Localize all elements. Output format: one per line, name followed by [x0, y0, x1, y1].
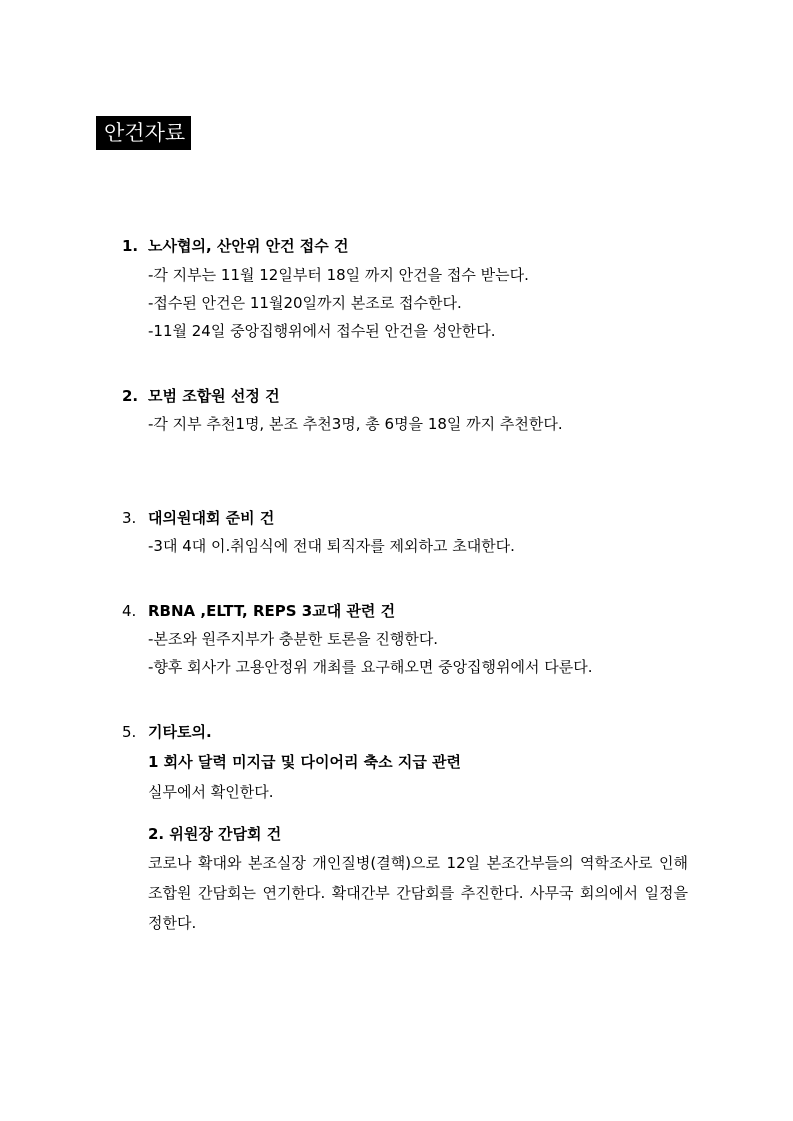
item-4-heading: RBNA ,ELTT, REPS 3교대 관련 건	[148, 602, 396, 620]
item-1-number: 1.	[122, 237, 139, 255]
item-1-heading: 노사협의, 산안위 안건 접수 건	[148, 237, 349, 255]
item-2-number: 2.	[122, 387, 139, 405]
item-5-sub-2-text: 코로나 확대와 본조실장 개인질병(결핵)으로 12일 본조간부들의 역학조사로 인해 조합원 간담회는 연기한다. 확대간부 간담회를 추진한다. 사무국 회의에서 일정을 정한다.	[148, 854, 688, 932]
item-4-number: 4.	[122, 602, 137, 620]
item-5-sub-2-heading: 2. 위원장 간담회 건	[148, 825, 282, 843]
item-5-number: 5.	[122, 723, 137, 741]
item-3-line-1: -3대 4대 이.취임식에 전대 퇴직자를 제외하고 초대한다.	[148, 537, 515, 555]
item-5-sub-1-heading: 1 회사 달력 미지급 및 다이어리 축소 지급 관련	[148, 753, 462, 771]
item-2-heading: 모범 조합원 선정 건	[148, 387, 280, 405]
item-5-heading: 기타토의.	[148, 723, 212, 741]
item-3-number: 3.	[122, 509, 137, 527]
item-4-line-2: -향후 회사가 고용안정위 개최를 요구해오면 중앙집행위에서 다룬다.	[148, 658, 593, 676]
item-3-heading: 대의원대회 준비 건	[148, 509, 275, 527]
item-1-line-3: -11월 24일 중앙집행위에서 접수된 안건을 성안한다.	[148, 322, 496, 340]
item-2-line-1: -각 지부 추천1명, 본조 추천3명, 총 6명을 18일 까지 추천한다.	[148, 415, 563, 433]
item-1-line-2: -접수된 안건은 11월20일까지 본조로 접수한다.	[148, 294, 462, 312]
item-5-sub-1-text: 실무에서 확인한다.	[148, 783, 274, 801]
item-1-line-1: -각 지부는 11월 12일부터 18일 까지 안건을 접수 받는다.	[148, 266, 529, 284]
document-title: 안건자료	[96, 116, 191, 150]
item-4-line-1: -본조와 원주지부가 충분한 토론을 진행한다.	[148, 630, 439, 648]
